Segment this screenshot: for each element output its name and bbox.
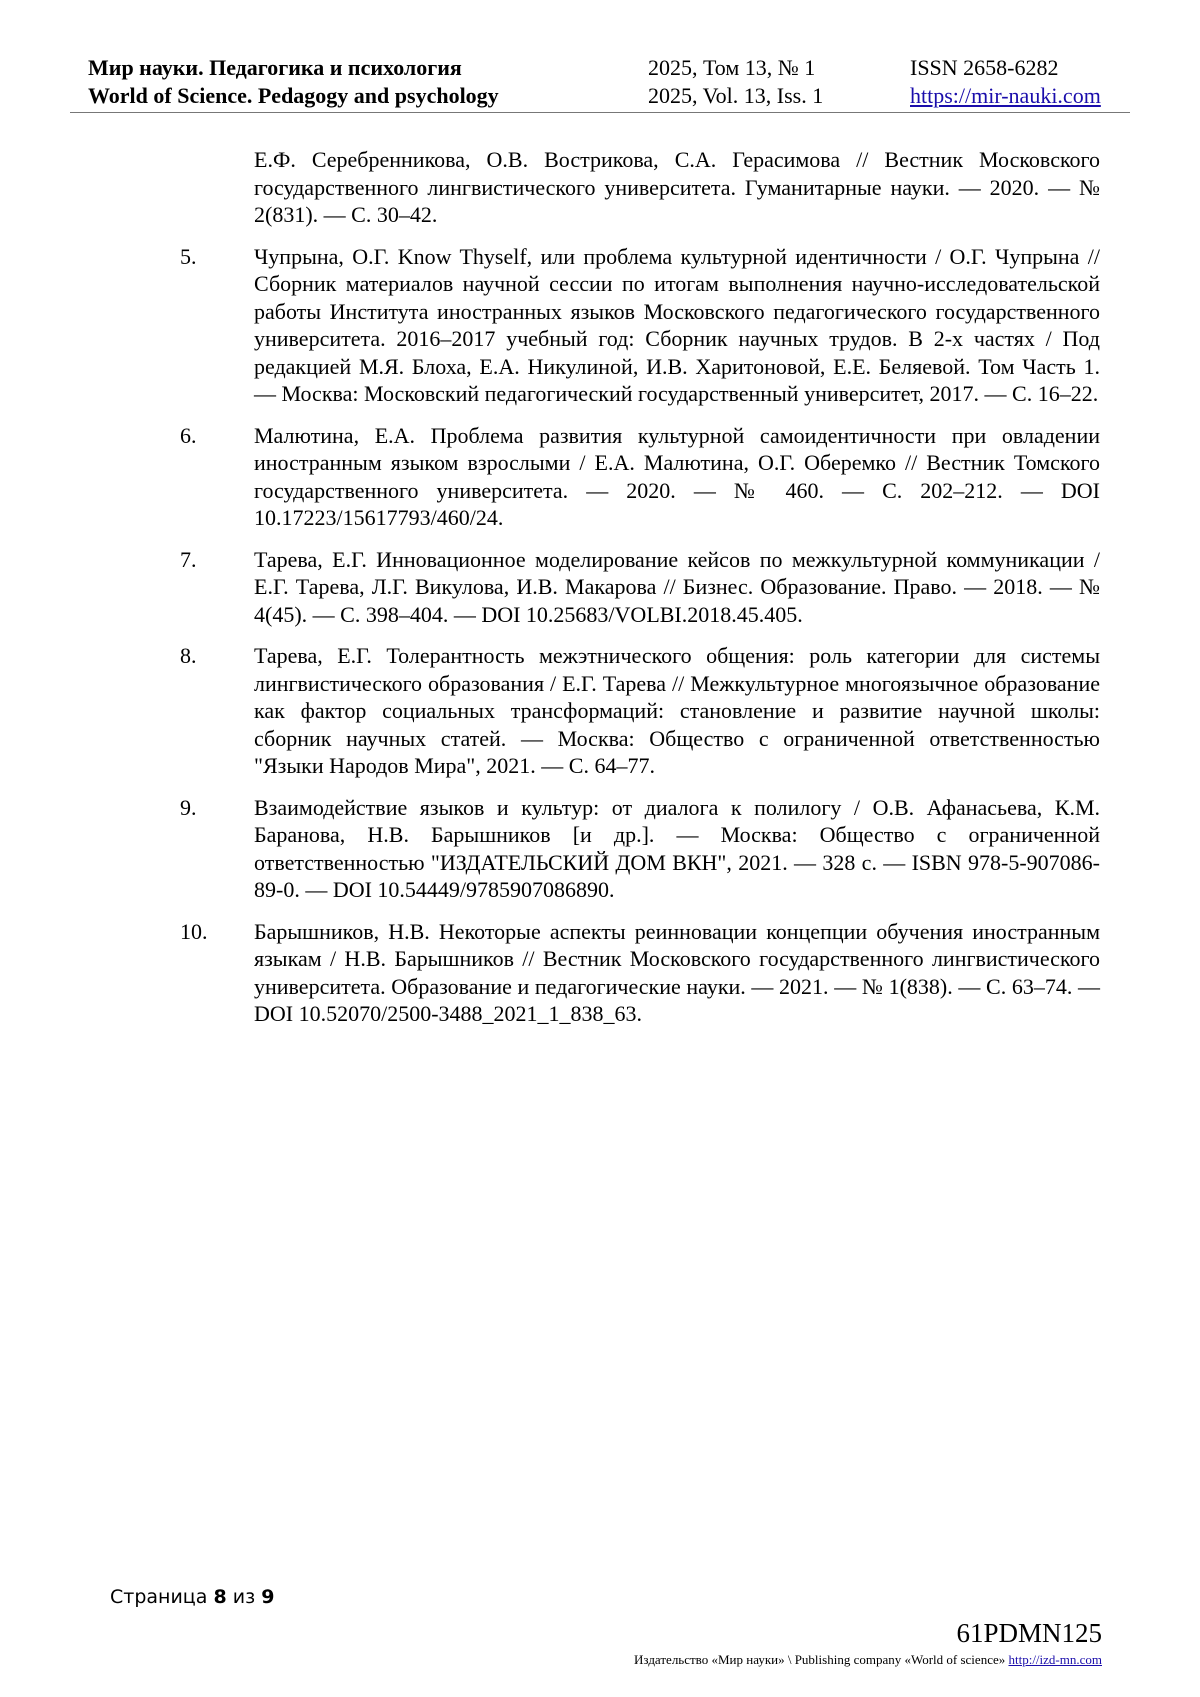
reference-text: Чупрына, О.Г. Know Thyself, или проблема культурной идентичности / О.Г. Чупрына // Сборник материалов научной сессии по итогам выполнения научно-исследовательской работы Института иностранных языков Московского педагогического государственного университета. 2016–2017 учебный год: Сборник научных трудов. В 2-х частях / Под редакцией М.Я. Блоха, Е.А. Никулиной, И.В. Харитоновой, Е.Е. Беляевой. Том Часть 1. — Москва: Московский педагогический государственный университет, 2017. — С. 16–22. [254, 243, 1100, 406]
issn: ISSN 2658-6282 [910, 55, 1059, 80]
page-counter [110, 1586, 274, 1608]
page-label: Страница [110, 1586, 208, 1608]
reference-number: 7. [180, 546, 197, 572]
reference-number: 6. [180, 422, 197, 448]
reference-item [180, 243, 1100, 408]
reference-item [180, 918, 1100, 1028]
reference-text: Малютина, Е.А. Проблема развития культурной самоидентичности при овладении иностранным языком взрослыми / Е.А. Малютина, О.Г. Оберемко // Вестник Томского государственного университета. — 2020. — № 460. — С. 202–212. — DOI 10.17223/15617793/460/24. [254, 422, 1100, 530]
publisher-url-link[interactable]: http://izd-mn.com [1008, 1652, 1102, 1667]
header-row-1 [88, 54, 1118, 82]
reference-item [180, 546, 1100, 629]
reference-text: Барышников, Н.В. Некоторые аспекты реинновации концепции обучения иностранным языкам / Н.В. Барышников // Вестник Московского государственного лингвистического университета. Образование и педагогические науки. — 2021. — № 1(838). — С. 63–74. — DOI 10.52070/2500-3488_2021_1_838_63. [254, 918, 1100, 1026]
reference-number: 8. [180, 643, 197, 668]
issue-ru: 2025, Том 13, № 1 [648, 55, 816, 80]
reference-item [180, 146, 1100, 229]
issue-en: 2025, Vol. 13, Iss. 1 [648, 83, 824, 108]
reference-number: 5. [180, 243, 197, 269]
page-header [88, 52, 1118, 112]
reference-text: Тарева, Е.Г. Толерантность межэтнического общения: роль категории для системы лингвистического образования / Е.Г. Тарева // Межкультурное многоязычное образование как фактор социальных трансформаций: становление и развитие научной школы: сборник научных статей. — Москва: Общество с ограниченной ответственностью "Языки Народов Мира", 2021. — С. 64–77. [254, 643, 1100, 778]
reference-list [180, 146, 1100, 1042]
reference-item [180, 794, 1100, 904]
publisher-text: Издательство «Мир науки» \ Publishing company «World of science» [634, 1652, 1006, 1667]
reference-number: 10. [180, 918, 208, 944]
publisher-line [634, 1652, 1102, 1668]
page-of: из [232, 1586, 256, 1608]
page-current: 8 [213, 1586, 227, 1608]
journal-url-link[interactable]: https://mir-nauki.com [910, 83, 1101, 108]
journal-title-en: World of Science. Pedagogy and psychology [88, 83, 499, 108]
document-code: 61PDMN125 [956, 1618, 1102, 1648]
reference-text: Е.Ф. Серебренникова, О.В. Вострикова, С.А. Герасимова // Вестник Московского государственного лингвистического университета. Гуманитарные науки. — 2020. — № 2(831). — С. 30–42. [254, 147, 1100, 227]
reference-item [180, 422, 1100, 532]
header-row-2 [88, 82, 1118, 110]
reference-item [180, 642, 1100, 780]
journal-title-ru: Мир науки. Педагогика и психология [88, 55, 462, 80]
reference-number: 9. [180, 794, 197, 820]
reference-text: Тарева, Е.Г. Инновационное моделирование кейсов по межкультурной коммуникации / Е.Г. Тарева, Л.Г. Викулова, И.В. Макарова // Бизнес. Образование. Право. — 2018. — № 4(45). — С. 398–404. — DOI 10.25683/VOLBI.2018.45.405. [254, 546, 1100, 627]
reference-text: Взаимодействие языков и культур: от диалога к полилогу / О.В. Афанасьева, К.М. Баранова, Н.В. Барышников [и др.]. — Москва: Общество с ограниченной ответственностью "ИЗДАТЕЛЬСКИЙ ДОМ ВКН", 2021. — 328 с. — ISBN 978-5-907086-89-0. — DOI 10.54449/9785907086890. [254, 794, 1100, 902]
page-total: 9 [261, 1586, 275, 1608]
header-divider [70, 112, 1130, 113]
